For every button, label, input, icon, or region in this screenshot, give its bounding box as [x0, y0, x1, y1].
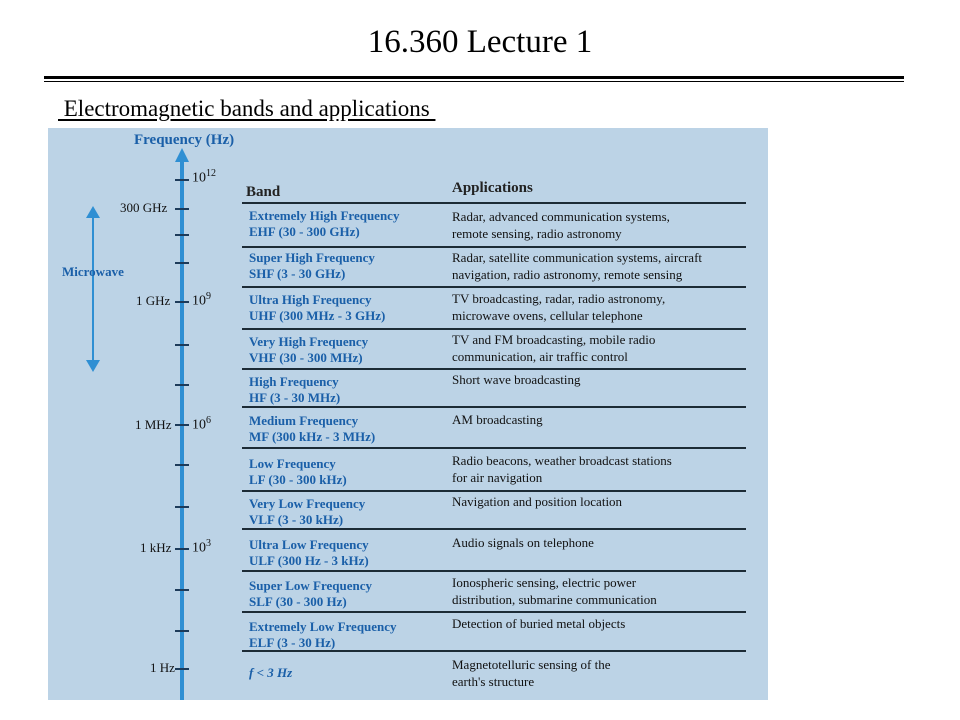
axis-tick	[175, 344, 189, 346]
band-name-vhf: Very High Frequency	[249, 334, 369, 349]
axis-tick	[175, 668, 189, 670]
axis-tick	[175, 589, 189, 591]
band-application-hf: Short wave broadcasting	[452, 372, 581, 387]
band-name-hf: High Frequency	[249, 374, 339, 389]
axis-tick	[175, 234, 189, 236]
exp-label-10-12: $10^{12}$	[192, 168, 216, 186]
band-range-hf: HF (3 - 30 MHz)	[249, 390, 341, 405]
band-range-uhf: UHF (300 MHz - 3 GHz)	[249, 308, 386, 323]
band-range-ulf: ULF (300 Hz - 3 kHz)	[249, 553, 369, 568]
axis-tick	[175, 506, 189, 508]
axis-tick	[175, 630, 189, 632]
exp-label-10-9: $10^9$	[192, 291, 211, 309]
band-range-below-3hz: f < 3 Hz	[249, 665, 293, 680]
band-application-slf: Ionospheric sensing, electric power distribution, submarine communication	[452, 575, 657, 607]
freq-label-300ghz: 300 GHz	[120, 200, 168, 215]
exp-label-10-3: $10^3$	[192, 538, 211, 556]
slide-title: 16.360 Lecture 1	[367, 24, 593, 60]
band-name-uhf: Ultra High Frequency	[249, 292, 372, 307]
em-spectrum-figure	[48, 128, 768, 700]
band-application-uhf: TV broadcasting, radar, radio astronomy, microwave ovens, cellular telephone	[452, 291, 666, 323]
band-name-elf: Extremely Low Frequency	[249, 619, 397, 634]
title-divider-thick	[44, 76, 904, 79]
axis-tick	[175, 301, 189, 303]
title-divider-thin	[44, 81, 904, 82]
band-application-vhf: TV and FM broadcasting, mobile radio communication, air traffic control	[452, 332, 656, 364]
band-application-below-3hz: Magnetotelluric sensing of the earth's structure	[452, 657, 611, 689]
microwave-arrow-down-icon	[86, 360, 100, 372]
microwave-bracket	[92, 210, 94, 368]
row-separator	[242, 202, 746, 204]
freq-label-1mhz: 1 MHz	[135, 417, 172, 432]
band-name-ulf: Ultra Low Frequency	[249, 537, 369, 552]
band-application-vlf: Navigation and position location	[452, 494, 623, 509]
axis-tick	[175, 262, 189, 264]
row-separator	[242, 368, 746, 370]
microwave-label: Microwave	[62, 264, 124, 279]
applications-column-header: Applications	[452, 180, 533, 196]
row-separator	[242, 528, 746, 530]
freq-label-1ghz: 1 GHz	[136, 293, 171, 308]
band-range-shf: SHF (3 - 30 GHz)	[249, 266, 346, 281]
row-separator	[242, 246, 746, 248]
axis-tick	[175, 179, 189, 181]
band-column-header: Band	[246, 184, 281, 200]
band-name-slf: Super Low Frequency	[249, 578, 373, 593]
band-range-lf: LF (30 - 300 kHz)	[249, 472, 347, 487]
band-range-elf: ELF (3 - 30 Hz)	[249, 635, 336, 650]
axis-tick	[175, 424, 189, 426]
freq-label-1khz: 1 kHz	[140, 540, 172, 555]
band-range-ehf: EHF (30 - 300 GHz)	[249, 224, 360, 239]
band-range-vhf: VHF (30 - 300 MHz)	[249, 350, 363, 365]
band-application-ehf: Radar, advanced communication systems, remote sensing, radio astronomy	[452, 209, 670, 241]
row-separator	[242, 328, 746, 330]
band-range-slf: SLF (30 - 300 Hz)	[249, 594, 347, 609]
band-range-mf: MF (300 kHz - 3 MHz)	[249, 429, 376, 444]
axis-title: Frequency (Hz)	[134, 132, 235, 148]
axis-tick	[175, 208, 189, 210]
band-name-lf: Low Frequency	[249, 456, 336, 471]
freq-label-1hz: 1 Hz	[150, 660, 175, 675]
band-name-ehf: Extremely High Frequency	[249, 208, 400, 223]
band-name-mf: Medium Frequency	[249, 413, 359, 428]
row-separator	[242, 611, 746, 613]
row-separator	[242, 286, 746, 288]
row-separator	[242, 447, 746, 449]
row-separator	[242, 570, 746, 572]
band-name-vlf: Very Low Frequency	[249, 496, 366, 511]
band-application-mf: AM broadcasting	[452, 412, 543, 427]
band-range-vlf: VLF (3 - 30 kHz)	[249, 512, 344, 527]
frequency-axis	[180, 160, 184, 700]
axis-tick	[175, 464, 189, 466]
axis-tick	[175, 384, 189, 386]
slide-subtitle: Electromagnetic bands and applications	[58, 96, 436, 121]
band-name-shf: Super High Frequency	[249, 250, 375, 265]
row-separator	[242, 490, 746, 492]
axis-tick	[175, 548, 189, 550]
band-application-elf: Detection of buried metal objects	[452, 616, 626, 631]
band-application-lf: Radio beacons, weather broadcast stations for air navigation	[452, 453, 672, 485]
band-application-ulf: Audio signals on telephone	[452, 535, 594, 550]
exp-label-10-6: $10^6$	[192, 415, 211, 433]
band-application-shf: Radar, satellite communication systems, aircraft navigation, radio astronomy, remote sensing	[452, 250, 703, 282]
row-separator	[242, 406, 746, 408]
